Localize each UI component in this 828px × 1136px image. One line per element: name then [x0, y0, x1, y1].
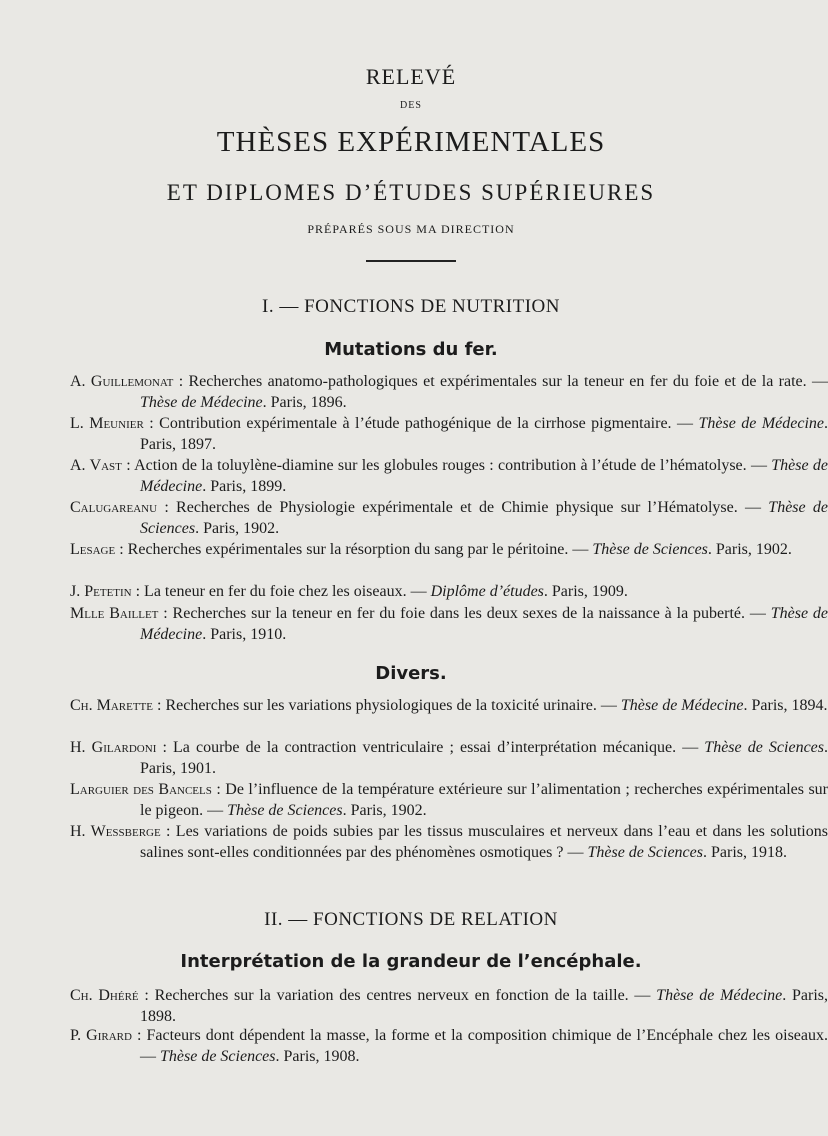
entry-10 — [70, 821, 828, 863]
entry-12 — [70, 1025, 828, 1067]
entry-author: Ch. Marette — [70, 697, 153, 714]
entry-text: : La teneur en fer du foie chez les oiseaux. — — [131, 583, 431, 600]
entry-tail: . Paris, 1902. — [195, 520, 280, 537]
entry-text: : Recherches de Physiologie expérimentale et de Chimie physique sur l’Hématolyse. — — [157, 499, 769, 516]
heading-releve: RELEVÉ — [365, 64, 457, 89]
entry-1 — [70, 413, 828, 455]
entry-author: H. Wessberge — [70, 823, 161, 840]
entry-title: Thèse de Médecine — [620, 697, 744, 714]
entry-title: Thèse de Sciences — [592, 541, 708, 558]
entry-title: Thèse de Médecine — [140, 457, 828, 495]
entry-author: Mlle Baillet — [70, 605, 159, 622]
entry-author: J. Petetin — [70, 583, 132, 600]
entry-7 — [70, 695, 828, 716]
subsection-divers: Divers. — [375, 663, 447, 684]
entry-text: : De l’influence de la température extérieure sur l’alimentation ; recherches expérimentales sur le pigeon. — — [140, 781, 828, 819]
subsection-mutations-du-fer: Mutations du fer. — [324, 339, 498, 360]
entry-author: L. Meunier — [70, 415, 144, 432]
entry-text: : Facteurs dont dépendent la masse, la forme et la composition chimique de l’Encéphale chez les oiseaux. — — [131, 1027, 828, 1065]
entry-0 — [70, 371, 828, 413]
entry-tail: . Paris, 1908. — [275, 1048, 360, 1065]
entry-text: : Les variations de poids subies par les tissus musculaires et nerveux dans l’eau et dans les solutions salines sont-elles conditionnées par des phénomènes osmotiques ? — — [140, 823, 828, 861]
entry-8 — [70, 737, 828, 779]
entry-text: : Recherches sur la teneur en fer du foie dans les deux sexes de la naissance à la puberté. — — [158, 605, 771, 622]
entry-5 — [70, 581, 828, 602]
entry-tail: . Paris, 1898. — [140, 987, 828, 1025]
entry-title: Thèse de Sciences — [160, 1048, 276, 1065]
entry-tail: . Paris, 1899. — [202, 478, 287, 495]
entry-title: Thèse de Médecine — [140, 394, 263, 411]
entry-tail: . Paris, 1896. — [262, 394, 347, 411]
entry-author: A. Guillemonat — [70, 373, 174, 390]
entry-tail: . Paris, 1902. — [342, 802, 427, 819]
section-title-nutrition: I. — FONCTIONS DE NUTRITION — [262, 296, 560, 317]
entry-tail: . Paris, 1897. — [140, 415, 828, 453]
entry-text: : Action de la toluylène-diamine sur les globules rouges : contribution à l’étude de l’hématolyse. — — [121, 457, 772, 474]
entry-title: Thèse de Sciences — [227, 802, 343, 819]
heading-diplomes: ET DIPLOMES D’ÉTUDES SUPÉRIEURES — [166, 180, 656, 205]
entry-tail: . Paris, 1894. — [743, 697, 828, 714]
entry-tail: . Paris, 1902. — [707, 541, 792, 558]
entry-text: : Contribution expérimentale à l’étude pathogénique de la cirrhose pigmentaire. — — [143, 415, 699, 432]
entry-title: Thèse de Sciences — [140, 499, 828, 537]
entry-tail: . Paris, 1918. — [702, 844, 787, 861]
entry-author: A. Vast — [70, 457, 122, 474]
section-title-relation: II. — FONCTIONS DE RELATION — [264, 909, 558, 930]
entry-tail: . Paris, 1910. — [202, 626, 287, 643]
entry-author: H. Gilardoni — [70, 739, 157, 756]
entry-text: : Recherches sur la variation des centres nerveux en fonction de la taille. — — [138, 987, 657, 1004]
entry-6 — [70, 603, 828, 645]
entry-author: Ch. Dhéré — [70, 987, 139, 1004]
entry-text: : La courbe de la contraction ventriculaire ; essai d’interprétation mécanique. — — [156, 739, 705, 756]
heading-des: DES — [400, 100, 422, 111]
title-divider — [366, 260, 456, 262]
entry-title: Thèse de Sciences — [587, 844, 703, 861]
entry-author: P. Girard — [70, 1027, 132, 1044]
entry-title: Thèse de Médecine — [698, 415, 825, 432]
entry-text: : Recherches sur les variations physiologiques de la toxicité urinaire. — — [153, 697, 621, 714]
entry-9 — [70, 779, 828, 821]
entry-title: Diplôme d’études — [430, 583, 544, 600]
entry-title: Thèse de Médecine — [656, 987, 783, 1004]
entry-author: Calugareanu — [70, 499, 158, 516]
heading-theses: THÈSES EXPÉRIMENTALES — [216, 126, 606, 158]
entry-tail: . Paris, 1909. — [543, 583, 628, 600]
entry-11 — [70, 985, 828, 1027]
entry-text: : Recherches expérimentales sur la résorption du sang par le péritoine. — — [115, 541, 593, 558]
subsection-encephale: Interprétation de la grandeur de l’encéphale. — [180, 951, 642, 972]
entry-author: Larguier des Bancels — [70, 781, 212, 798]
entry-author: Lesage — [70, 541, 116, 558]
entry-tail: . Paris, 1901. — [140, 739, 828, 777]
heading-prepares: PRÉPARÉS SOUS MA DIRECTION — [307, 222, 515, 236]
entry-title: Thèse de Médecine — [140, 605, 828, 643]
entry-4 — [70, 539, 828, 560]
entry-text: : Recherches anatomo-pathologiques et expérimentales sur la teneur en fer du foie et de la rate. — — [173, 373, 828, 390]
entry-2 — [70, 455, 828, 497]
entry-3 — [70, 497, 828, 539]
entry-title: Thèse de Sciences — [704, 739, 824, 756]
